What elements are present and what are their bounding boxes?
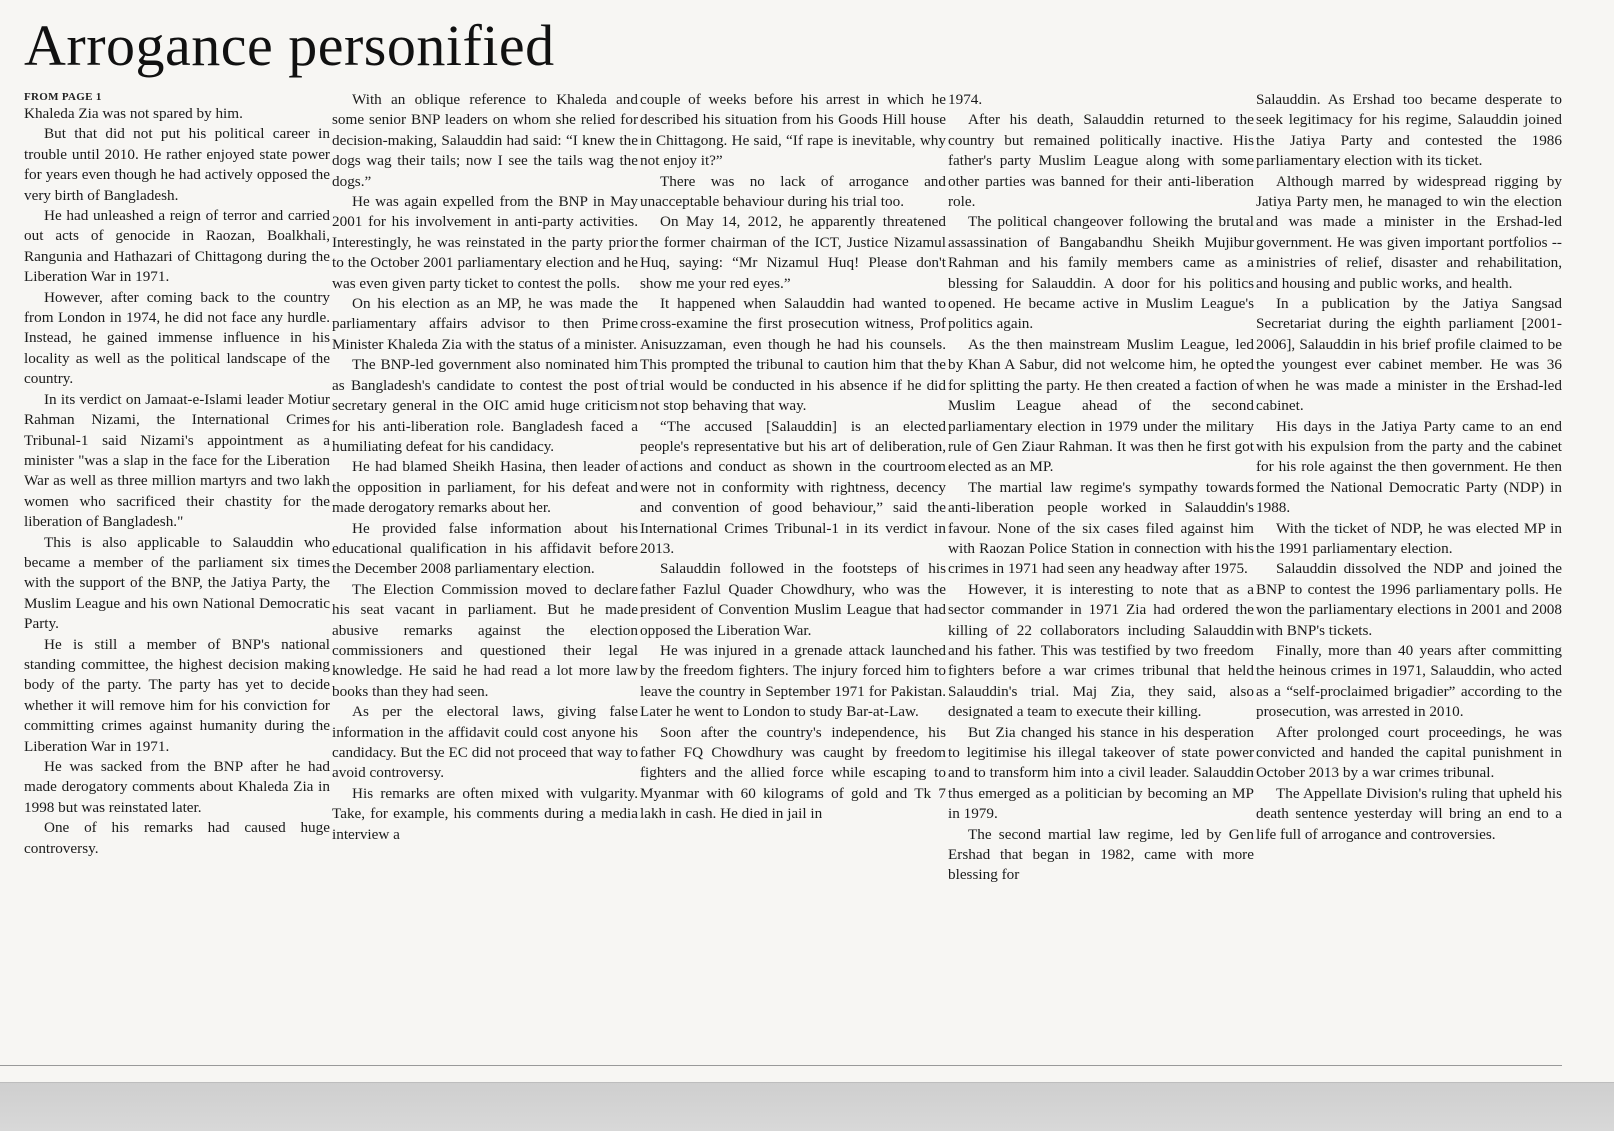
- paragraph: As per the electoral laws, giving false information in the affidavit could cost anyone his candidacy. But the EC did not proceed that way to avoid controversy.: [332, 703, 638, 782]
- paragraph: After prolonged court proceedings, he was convicted and handed the capital punishment in October 2013 by a war crimes tribunal.: [1256, 723, 1562, 782]
- paragraph: His remarks are often mixed with vulgarity. Take, for example, his comments during a media interview a: [332, 784, 638, 843]
- article-column-1: [24, 90, 330, 1058]
- paragraph: couple of weeks before his arrest in which he described his situation from his Goods Hill house in Chittagong. He said, “If rape is inevitable, why not enjoy it?”: [640, 91, 946, 170]
- paragraph: He was sacked from the BNP after he had made derogatory comments about Khaleda Zia in 1998 but was reinstated later.: [24, 758, 330, 816]
- paragraph: Soon after the country's independence, his father FQ Chowdhury was caught by freedom fighters and the allied force while escaping to Myanmar with 60 kilograms of gold and Tk 7 lakh in cash. He died in jail in: [640, 723, 946, 823]
- paragraph: But that did not put his political career in trouble until 2010. He rather enjoyed state power for years even though he had actively opposed the very birth of Bangladesh.: [24, 125, 330, 204]
- paragraph: His days in the Jatiya Party came to an end with his expulsion from the party and the cabinet for his role against the then government. He then formed the National Democratic Party (NDP) in 1988.: [1256, 417, 1562, 517]
- paragraph: “The accused [Salauddin] is an elected people's representative but his art of deliberation, actions and conduct as shown in the courtroom were not in conformity with rightness, decency and convention of good behaviour,” said the International Crimes Tribunal-1 in its verdict in 2013.: [640, 417, 946, 557]
- paragraph: Salauddin followed in the footsteps of his father Fazlul Quader Chowdhury, who was the president of Convention Muslim League that had opposed the Liberation War.: [640, 560, 946, 639]
- paragraph: In its verdict on Jamaat-e-Islami leader Motiur Rahman Nizami, the International Crimes Tribunal-1 said Nizami's appointment as a minister "was a slap in the face for the Liberation War as well as three million martyrs and two lakh women who sacrificed their chastity for the liberation of Bangladesh.": [24, 390, 330, 531]
- paragraph: The Election Commission moved to declare his seat vacant in parliament. But he made abusive remarks against the election commissioners and questioned their legal knowledge. He said he had read a lot more law books than they had seen.: [332, 580, 638, 700]
- paragraph: The BNP-led government also nominated him as Bangladesh's candidate to contest the post of secretary general in the OIC amid huge criticism for his anti-liberation role. Bangladesh faced a humiliating defeat for his candidacy.: [332, 356, 638, 455]
- paragraph: But Zia changed his stance in his desperation to legitimise his illegal takeover of state power and to transform him into a civil leader. Salauddin thus emerged as a politician by becoming an MP in 1979.: [948, 723, 1254, 823]
- paragraph: He had unleashed a reign of terror and carried out acts of genocide in Raozan, Boalkhali, Rangunia and Hathazari of Chittagong during the Liberation War in 1971.: [24, 207, 330, 286]
- paragraph: Finally, more than 40 years after committing the heinous crimes in 1971, Salauddin, who acted as a “self-proclaimed brigadier” according to the prosecution, was arrested in 2010.: [1256, 641, 1562, 721]
- paragraph: In a publication by the Jatiya Sangsad Secretariat during the eighth parliament [2001-2006], Salauddin in his brief profile claimed to be the youngest ever cabinet member. He was 36 when he was made a minister in the Ershad-led cabinet.: [1256, 295, 1562, 415]
- paragraph: He was injured in a grenade attack launched by the freedom fighters. The injury forced him to leave the country in September 1971 for Pakistan. Later he went to London to study Bar-at-Law.: [640, 641, 946, 721]
- article-column-3: [640, 90, 946, 1058]
- page-footer-bar: [0, 1082, 1614, 1131]
- paragraph: On May 14, 2012, he apparently threatened the former chairman of the ICT, Justice Nizamul Huq, saying: “Mr Nizamul Huq! Please don't show me your red eyes.”: [640, 213, 946, 292]
- paragraph: The second martial law regime, led by Gen Ershad that began in 1982, came with more blessing for: [948, 825, 1254, 884]
- paragraph: After his death, Salauddin returned to the country but remained politically inactive. His father's party Muslim League along with some other parties was banned for their anti-liberation role.: [948, 111, 1254, 211]
- paragraph: The political changeover following the brutal assassination of Bangabandhu Sheikh Mujibur Rahman and his family members came as a blessing for Salauddin. A door for his politics opened. He became active in Muslim League's politics again.: [948, 213, 1254, 333]
- article-column-5: [1256, 90, 1562, 1058]
- paragraph: However, it is interesting to note that as a sector commander in 1971 Zia had ordered the killing of 22 collaborators including Salauddin and his father. This was testified by two freedom fighters before a war crimes tribunal that held Salauddin's trial. Maj Zia, they said, also designated a team to execute their killing.: [948, 580, 1254, 721]
- article-body: [24, 90, 1562, 1058]
- paragraph: With an oblique reference to Khaleda and some senior BNP leaders on whom she relied for decision-making, Salauddin had said: “I knew the dogs wag their tails; now I see the tails wag the dogs.”: [332, 91, 638, 190]
- paragraph: He had blamed Sheikh Hasina, then leader of the opposition in parliament, for his defeat and made derogatory remarks about her.: [332, 458, 638, 517]
- paragraph: As the then mainstream Muslim League, led by Khan A Sabur, did not welcome him, he opted for splitting the party. He then created a faction of Muslim League ahead of the second parliamentary election in 1979 under the military rule of Gen Ziaur Rahman. It was then he first got elected as an MP.: [948, 335, 1254, 476]
- paragraph: It happened when Salauddin had wanted to cross-examine the first prosecution witness, Prof Anisuzzaman, even though he had his counsels. This prompted the tribunal to caution him that the trial would be conducted in his absence if he did not stop behaving that way.: [640, 295, 946, 415]
- article-column-2: [332, 90, 638, 1058]
- paragraph: With the ticket of NDP, he was elected MP in the 1991 parliamentary election.: [1256, 519, 1562, 557]
- paragraph: There was no lack of arrogance and unacceptable behaviour during his trial too.: [640, 172, 946, 211]
- bottom-divider: [0, 1065, 1562, 1066]
- paragraph: The martial law regime's sympathy towards anti-liberation people worked in Salauddin's favour. None of the six cases filed against him with Raozan Police Station in connection with his crimes in 1971 had seen any headway after 1975.: [948, 478, 1254, 578]
- from-page-label: FROM PAGE 1: [24, 91, 102, 103]
- paragraph: He provided false information about his educational qualification in his affidavit before the December 2008 parliamentary election.: [332, 519, 638, 578]
- paragraph: On his election as an MP, he was made the parliamentary affairs advisor to then Prime Minister Khaleda Zia with the status of a minister.: [332, 295, 638, 353]
- paragraph: One of his remarks had caused huge controversy.: [24, 819, 330, 857]
- paragraph: Salauddin dissolved the NDP and joined the BNP to contest the 1996 parliamentary polls. He won the parliamentary elections in 2001 and 2008 with BNP's tickets.: [1256, 560, 1562, 639]
- article-column-4: [948, 90, 1254, 1058]
- headline: Arrogance personified: [24, 13, 555, 78]
- paragraph: Although marred by widespread rigging by Jatiya Party men, he managed to win the election and was made a minister in the Ershad-led government. He was given important portfolios -- ministries of relief, disaster and rehabilitation, and housing and public works, and health.: [1256, 172, 1562, 292]
- paragraph: He was again expelled from the BNP in May 2001 for his involvement in anti-party activities. Interestingly, he was reinstated in the party prior to the October 2001 parliamentary election and he was even given party ticket to contest the polls.: [332, 193, 638, 292]
- paragraph: However, after coming back to the country from London in 1974, he did not face any hurdle. Instead, he gained immense influence in his locality as well as the political landscape of the country.: [24, 288, 330, 388]
- paragraph: This is also applicable to Salauddin who became a member of the parliament six times with the support of the BNP, the Jatiya Party, the Muslim League and his own National Democratic Party.: [24, 533, 330, 633]
- paragraph: 1974.: [948, 91, 983, 108]
- paragraph: He is still a member of BNP's national standing committee, the highest decision making body of the party. The party has yet to decide whether it will remove him for his conviction for committing crimes against humanity during the Liberation War in 1971.: [24, 635, 330, 755]
- paragraph: Salauddin. As Ershad too became desperate to seek legitimacy for his regime, Salauddin joined the Jatiya Party and contested the 1986 parliamentary election with its ticket.: [1256, 91, 1562, 170]
- paragraph: The Appellate Division's ruling that upheld his death sentence yesterday will bring an end to a life full of arrogance and controversies.: [1256, 784, 1562, 843]
- paragraph: Khaleda Zia was not spared by him.: [24, 105, 243, 122]
